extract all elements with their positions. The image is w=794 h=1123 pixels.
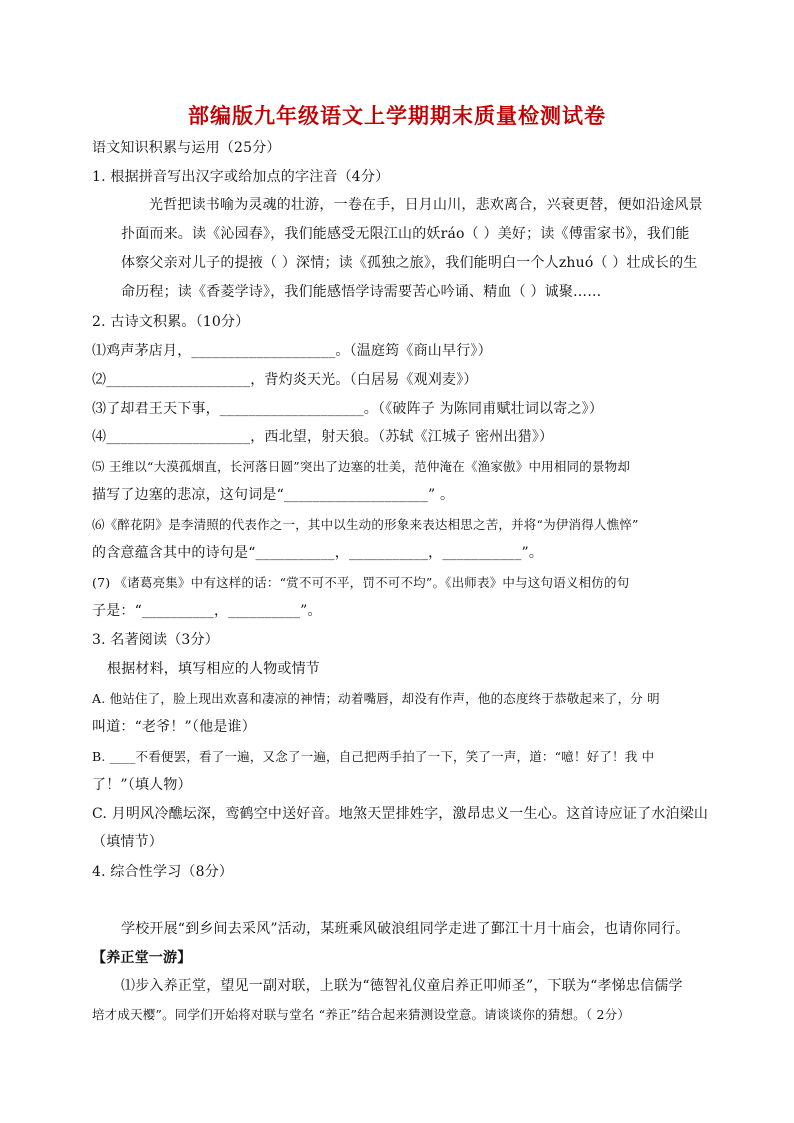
q2-item: ⑵____________________，背灼炎天光。（白居易《观刈麦》） [92, 372, 478, 388]
q2-item: ⑴鸡声茅店月，____________________。（温庭筠《商山早行》） [92, 343, 492, 359]
q4-heading: 4. 综合性学习（8分） [92, 864, 234, 880]
q1-line: 命历程；读《香菱学诗》，我们能感悟学诗需要苦心吟诵、精血（ ）诚聚…… [121, 284, 602, 300]
q2-heading: 2. 古诗文积累。（10分） [92, 314, 250, 330]
q2-item: 描写了边塞的悲凉，这句词是“____________________” 。 [92, 487, 455, 503]
q3-intro: 根据材料，填写相应的人物或情节 [107, 661, 320, 677]
q1-heading: 1. 根据拼音写出汉字或给加点的字注音（4分） [92, 169, 390, 185]
q2-item: ⑸ 王维以“大漠孤烟直，长河落日圆”突出了边塞的壮美，范仲淹在《渔家傲》中用相同的景物却 [92, 459, 631, 474]
q3-line: 了！”（填人物） [92, 777, 192, 793]
page-title: 部编版九年级语文上学期期末质量检测试卷 [188, 104, 606, 128]
q2-item: ⑷____________________，西北望，射天狼。（苏轼《江城子 密州出猎》） [92, 429, 554, 445]
q4-subheading: 【养正堂一游】 [92, 950, 192, 966]
q2-item: ⑶了却君王天下事，____________________。（《破阵子 为陈同甫赋壮词以寄之》） [92, 401, 604, 417]
q1-line: 光哲把读书喻为灵魂的壮游，一卷在手，日月山川，悲欢离合，兴衰更替，便如沿途风景 [149, 197, 703, 213]
q3-line: B. ____不看便罢，看了一遍，又念了一遍，自己把两手拍了一下，笑了一声，道：“噫！好了！我 中 [92, 749, 655, 764]
q4-line: ⑴步入养正堂，望见一副对联，上联为“德智礼仪童启养正叩师圣”，下联为“孝悌忠信儒学 [121, 978, 683, 994]
q2-item: 子是：“__________，__________”。 [92, 603, 322, 619]
q3-line: 叫道：“老爷！”（他是谁） [92, 719, 256, 735]
q2-item: (7) 《诸葛亮集》中有这样的话：“赏不可不平，罚不可不均”。《出师表》中与这句语义相仿的句 [92, 575, 630, 590]
q2-item: 的含意蕴含其中的诗句是“___________，___________，___________”。 [92, 545, 544, 561]
section-heading: 语文知识积累与运用（25分） [92, 140, 281, 156]
q2-item: ⑹《醉花阴》是李清照的代表作之一，其中以生动的形象来表达相思之苦，并将“为伊消得人憔悴” [92, 517, 639, 532]
q4-line: 培才成天樱”。同学们开始将对联与堂名 “养正”结合起来猜测设堂意。请谈谈你的猜想。（ 2分） [92, 1007, 631, 1022]
q3-line: A. 他站住了，脸上现出欢喜和凄凉的神情；动着嘴唇，却没有作声，他的态度终于恭敬起来了，分 明 [92, 691, 660, 706]
q3-line: C. 月明风冷醮坛深，鸾鹤空中送好音。地煞天罡排姓字，激昂忠义一生心。这首诗应证了水泊梁山 [92, 806, 709, 822]
q3-heading: 3. 名著阅读（3分） [92, 632, 219, 648]
q3-line: （填情节） [92, 834, 163, 850]
q1-line: 体察父亲对儿子的提掖（ ）深情；读《孤独之旅》，我们能明白一个人zhuó（ ）壮成长的生 [121, 255, 698, 271]
q4-intro: 学校开展“到乡间去采风”活动，某班乘风破浪组同学走进了鄞江十月十庙会，也请你同行。 [121, 921, 690, 937]
q1-line: 扑面而来。读《沁园春》，我们能感受无限江山的妖ráo（ ）美好；读《傅雷家书》，我们能 [121, 226, 690, 242]
